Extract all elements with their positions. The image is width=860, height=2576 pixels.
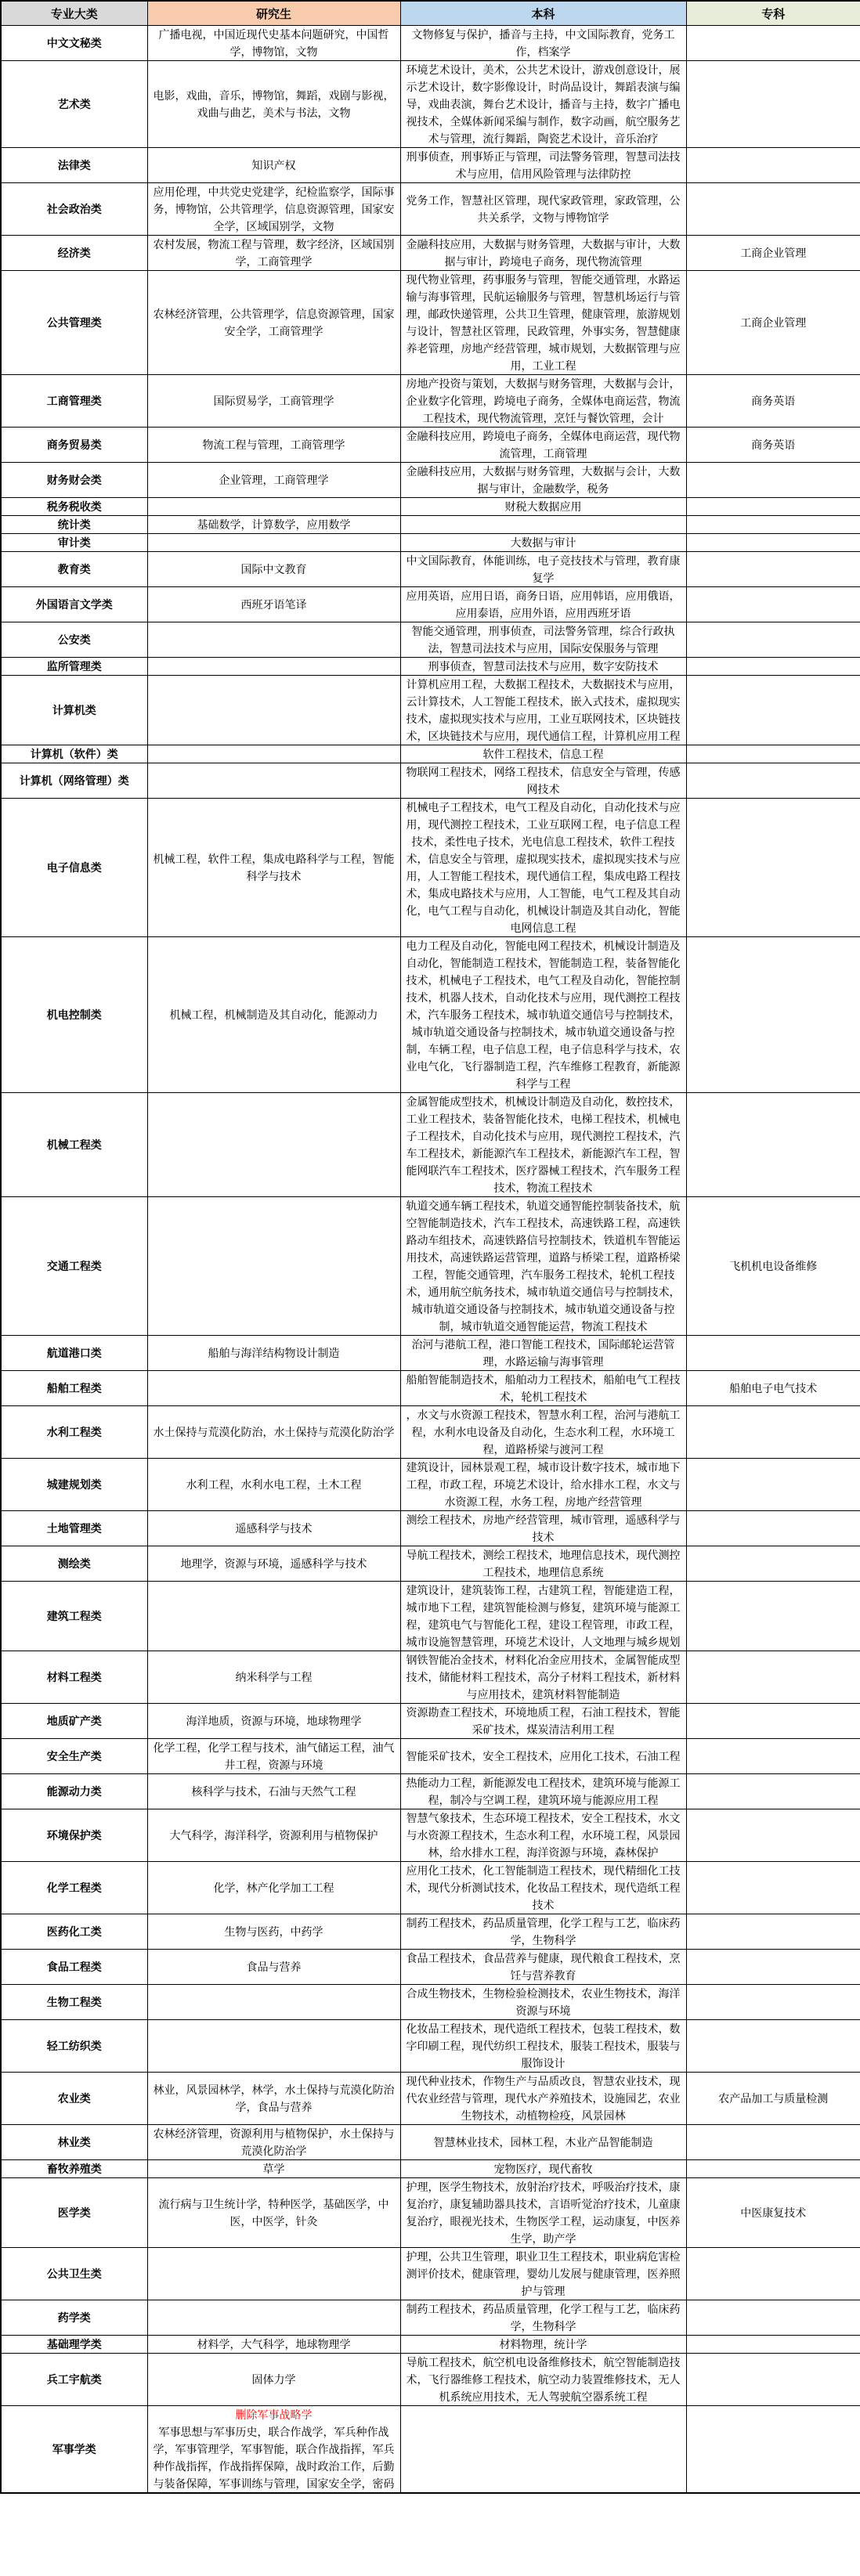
major-category-cell: 机电控制类 [1, 937, 147, 1093]
major-category-cell: 安全生产类 [1, 1739, 147, 1774]
college-cell [686, 1809, 860, 1862]
major-category-cell: 财务财会类 [1, 463, 147, 498]
table-row [1, 622, 860, 658]
table-row [1, 2160, 860, 2178]
undergraduate-cell: 文物修复与保护，播音与主持，中文国际教育，党务工作，档案学 [400, 26, 686, 61]
graduate-cell: 林业，风景园林学，林学，水土保持与荒漠化防治学，食品与营养 [147, 2073, 400, 2125]
major-category-cell: 工商管理类 [1, 375, 147, 428]
college-cell: 工商企业管理 [686, 236, 860, 271]
table-row [1, 1459, 860, 1511]
graduate-cell [147, 1371, 400, 1406]
college-cell [686, 26, 860, 61]
major-category-cell: 航道港口类 [1, 1336, 147, 1371]
major-category-cell: 税务税收类 [1, 498, 147, 516]
table-row [1, 428, 860, 463]
graduate-cell [147, 622, 400, 658]
undergraduate-cell: 党务工作，智慧社区管理，现代家政管理，家政管理，公共关系学，文物与博物馆学 [400, 183, 686, 236]
undergraduate-cell: 智慧林业技术，园林工程，木业产品智能制造 [400, 2125, 686, 2160]
undergraduate-cell: 现代物业管理，药事服务与管理，智能交通管理，水路运输与海事管理，民航运输服务与管理，智慧机场运行与管理，邮政快递管理，公共卫生管理，健康管理，旅游规划与设计，智慧社区管理，民政管理，外事实务，智慧健康养老管理，房地产经营管理，城市规划，大数据管理与应用，工业工程 [400, 271, 686, 375]
table-row [1, 763, 860, 799]
major-category-cell: 能源动力类 [1, 1774, 147, 1809]
college-cell [686, 2248, 860, 2300]
table-row [1, 463, 860, 498]
graduate-cell [147, 763, 400, 799]
undergraduate-cell: 应用英语，应用日语，商务日语，应用韩语，应用俄语，应用泰语，应用外语，应用西班牙语 [400, 587, 686, 622]
undergraduate-cell: 船舶智能制造技术，船舶动力工程技术，船舶电气工程技术，轮机工程技术 [400, 1371, 686, 1406]
graduate-cell: 国际贸易学，工商管理学 [147, 375, 400, 428]
major-category-cell: 教育类 [1, 552, 147, 587]
undergraduate-cell: 制药工程技术，药品质量管理，化学工程与工艺，临床药学，生物科学 [400, 2300, 686, 2336]
major-category-cell: 轻工纺织类 [1, 2020, 147, 2073]
graduate-cell [147, 1197, 400, 1336]
table-row [1, 2020, 860, 2073]
undergraduate-cell: 财税大数据应用 [400, 498, 686, 516]
undergraduate-cell: 测绘工程技术，房地产经营管理，城市管理，遥感科学与技术 [400, 1511, 686, 1546]
table-row [1, 1809, 860, 1862]
college-cell [686, 2300, 860, 2336]
college-cell [686, 1582, 860, 1651]
major-category-cell: 城建规划类 [1, 1459, 147, 1511]
header-undergraduate: 本科 [400, 1, 686, 26]
major-category-cell: 土地管理类 [1, 1511, 147, 1546]
header-graduate: 研究生 [147, 1, 400, 26]
college-cell: 中医康复技术 [686, 2178, 860, 2248]
major-category-cell: 商务贸易类 [1, 428, 147, 463]
graduate-cell [147, 498, 400, 516]
undergraduate-cell: 建筑设计，园林景观工程，城市设计数字技术，城市地下工程，市政工程，环境艺术设计，给水排水工程，水文与水资源工程，水务工程，房地产经营管理 [400, 1459, 686, 1511]
graduate-cell: 材料学，大气科学，地球物理学 [147, 2336, 400, 2354]
major-category-cell: 艺术类 [1, 61, 147, 148]
college-cell [686, 148, 860, 183]
college-cell [686, 534, 860, 552]
major-category-cell: 兵工宇航类 [1, 2354, 147, 2406]
major-category-cell: 农业类 [1, 2073, 147, 2125]
graduate-cell: 固体力学 [147, 2354, 400, 2406]
college-cell [686, 1093, 860, 1197]
undergraduate-cell: 轨道交通车辆工程技术，轨道交通智能控制装备技术，航空智能制造技术，汽车工程技术，高速铁路工程，高速铁路动车组技术，高速铁路信号控制技术，铁道机车智能运用技术，高速铁路运营管理，道路与桥梁工程，道路桥梁工程，智能交通管理，汽车服务工程技术，轮机工程技术，通用航空航务技术，城市轨道交通信号与控制技术，城市轨道交通设备与控制技术，城市轨道交通设备与控制，城市轨道交通智能运营，物流工程技术 [400, 1197, 686, 1336]
table-row [1, 26, 860, 61]
major-category-cell: 电子信息类 [1, 799, 147, 937]
college-cell: 工商企业管理 [686, 271, 860, 375]
table-row [1, 1582, 860, 1651]
table-row [1, 1651, 860, 1704]
table-row [1, 183, 860, 236]
major-category-cell: 测绘类 [1, 1546, 147, 1582]
graduate-cell [147, 534, 400, 552]
undergraduate-cell: 治河与港航工程，港口智能工程技术，国际邮轮运营管理，水路运输与海事管理 [400, 1336, 686, 1371]
major-category-cell: 监所管理类 [1, 658, 147, 676]
undergraduate-cell: 护理，公共卫生管理，职业卫生工程技术，职业病危害检测评价技术，健康管理，婴幼儿发展与健康管理，医养照护与管理 [400, 2248, 686, 2300]
college-cell [686, 2406, 860, 2494]
graduate-cell: 水土保持与荒漠化防治，水土保持与荒漠化防治学 [147, 1406, 400, 1459]
major-category-cell: 化学工程类 [1, 1862, 147, 1914]
undergraduate-cell: 智能交通管理，刑事侦查，司法警务管理，综合行政执法，智慧司法技术与应用，国际安保服务与管理 [400, 622, 686, 658]
table-row [1, 1704, 860, 1739]
graduate-cell [147, 2248, 400, 2300]
table-row [1, 516, 860, 534]
college-cell [686, 2354, 860, 2406]
table-row [1, 1093, 860, 1197]
graduate-cell [147, 1985, 400, 2020]
table-row [1, 236, 860, 271]
graduate-cell: 草学 [147, 2160, 400, 2178]
table-row [1, 534, 860, 552]
major-category-cell: 建筑工程类 [1, 1582, 147, 1651]
undergraduate-cell: ，水文与水资源工程技术，智慧水利工程，治河与港航工程，水利水电设备及自动化，生态水利工程，水环境工程，道路桥梁与渡河工程 [400, 1406, 686, 1459]
undergraduate-cell: 物联网工程技术，网络工程技术，信息安全与管理，传感网技术 [400, 763, 686, 799]
major-category-cell: 法律类 [1, 148, 147, 183]
college-cell [686, 1704, 860, 1739]
college-cell [686, 2160, 860, 2178]
table-row [1, 2354, 860, 2406]
graduate-cell: 农村发展，物流工程与管理，数字经济，区域国别学，工商管理学 [147, 236, 400, 271]
graduate-cell: 物流工程与管理，工商管理学 [147, 428, 400, 463]
table-row [1, 2178, 860, 2248]
undergraduate-cell: 导航工程技术，航空机电设备维修技术，航空智能制造技术，飞行器维修工程技术，航空动力装置维修技术，无人机系统应用技术，无人驾驶航空器系统工程 [400, 2354, 686, 2406]
undergraduate-cell [400, 516, 686, 534]
graduate-cell [147, 2300, 400, 2336]
college-cell [686, 2125, 860, 2160]
major-category-cell: 社会政治类 [1, 183, 147, 236]
major-category-cell: 材料工程类 [1, 1651, 147, 1704]
graduate-cell: 国际中文教育 [147, 552, 400, 587]
table-row [1, 2336, 860, 2354]
graduate-cell [147, 1582, 400, 1651]
college-cell [686, 1862, 860, 1914]
major-category-cell: 医学类 [1, 2178, 147, 2248]
undergraduate-cell: 中文国际教育，体能训练，电子竞技技术与管理，教育康复学 [400, 552, 686, 587]
major-category-cell: 公安类 [1, 622, 147, 658]
graduate-cell: 企业管理，工商管理学 [147, 463, 400, 498]
table-row [1, 658, 860, 676]
major-category-cell: 畜牧养殖类 [1, 2160, 147, 2178]
table-row [1, 745, 860, 763]
header-major: 专业大类 [1, 1, 147, 26]
undergraduate-cell: 现代种业技术，作物生产与品质改良，智慧农业技术，现代农业经营与管理，现代水产养殖技术，设施园艺，农业生物技术，动植物检疫，风景园林 [400, 2073, 686, 2125]
college-cell [686, 1511, 860, 1546]
major-category-cell: 基础理学类 [1, 2336, 147, 2354]
college-cell [686, 1459, 860, 1511]
undergraduate-cell: 制药工程技术，药品质量管理，化学工程与工艺，临床药学，生物科学 [400, 1914, 686, 1950]
major-category-cell: 地质矿产类 [1, 1704, 147, 1739]
college-cell [686, 1774, 860, 1809]
college-cell: 商务英语 [686, 428, 860, 463]
college-cell [686, 183, 860, 236]
college-cell [686, 658, 860, 676]
graduate-cell: 化学，林产化学加工工程 [147, 1862, 400, 1914]
table-row [1, 1336, 860, 1371]
undergraduate-cell: 应用化工技术，化工智能制造工程技术，现代精细化工技术，现代分析测试技术，化妆品工程技术，现代造纸工程技术 [400, 1862, 686, 1914]
graduate-cell: 食品与营养 [147, 1950, 400, 1985]
table-row [1, 552, 860, 587]
major-category-cell: 环境保护类 [1, 1809, 147, 1862]
college-cell [686, 799, 860, 937]
table-row [1, 799, 860, 937]
major-category-cell: 机械工程类 [1, 1093, 147, 1197]
undergraduate-cell: 金融科技应用，跨境电子商务，全媒体电商运营，现代物流管理，工商管理 [400, 428, 686, 463]
graduate-cell: 农林经济管理，资源利用与植物保护，水土保持与荒漠化防治学 [147, 2125, 400, 2160]
major-category-cell: 计算机（网络管理）类 [1, 763, 147, 799]
college-cell [686, 516, 860, 534]
college-cell [686, 1985, 860, 2020]
major-category-cell: 审计类 [1, 534, 147, 552]
major-category-cell: 林业类 [1, 2125, 147, 2160]
graduate-cell [147, 745, 400, 763]
major-category-cell: 计算机类 [1, 676, 147, 745]
graduate-cell: 广播电视，中国近现代史基本问题研究，中国哲学，博物馆，文物 [147, 26, 400, 61]
undergraduate-cell: 热能动力工程，新能源发电工程技术，建筑环境与能源工程，制冷与空调工程，建筑环境与能源应用工程 [400, 1774, 686, 1809]
table-row [1, 587, 860, 622]
table-row [1, 498, 860, 516]
major-category-cell: 公共卫生类 [1, 2248, 147, 2300]
college-cell [686, 1739, 860, 1774]
major-category-cell: 军事学类 [1, 2406, 147, 2494]
graduate-cell: 流行病与卫生统计学，特种医学，基础医学，中医，中医学，针灸 [147, 2178, 400, 2248]
table-row [1, 1371, 860, 1406]
undergraduate-cell: 导航工程技术，测绘工程技术，地理信息技术，现代测控工程技术，地理信息系统 [400, 1546, 686, 1582]
table-row [1, 1739, 860, 1774]
graduate-cell: 电影，戏曲，音乐，博物馆，舞蹈，戏剧与影视，戏曲与曲艺，美术与书法，文物 [147, 61, 400, 148]
undergraduate-cell [400, 2406, 686, 2494]
graduate-cell: 核科学与技术，石油与天然气工程 [147, 1774, 400, 1809]
major-category-cell: 公共管理类 [1, 271, 147, 375]
graduate-cell: 机械工程，机械制造及其自动化，能源动力 [147, 937, 400, 1093]
undergraduate-cell: 护理，医学生物技术，放射治疗技术，呼吸治疗技术，康复治疗，康复辅助器具技术，言语听觉治疗技术，儿童康复治疗，眼视光技术，生物医学工程，运动康复，中医养生学，助产学 [400, 2178, 686, 2248]
college-cell [686, 937, 860, 1093]
graduate-cell [147, 2020, 400, 2073]
undergraduate-cell: 钢铁智能冶金技术，材料化冶金应用技术，金属智能成型技术，储能材料工程技术，高分子材料工程技术，新材料与应用技术，建筑材料智能制造 [400, 1651, 686, 1704]
college-cell [686, 1651, 860, 1704]
graduate-cell: 水利工程，水利水电工程，土木工程 [147, 1459, 400, 1511]
major-category-cell: 经济类 [1, 236, 147, 271]
graduate-cell [147, 658, 400, 676]
college-cell: 飞机机电设备维修 [686, 1197, 860, 1336]
table-row [1, 1862, 860, 1914]
deleted-item-note: 删除军事战略学 [235, 2408, 313, 2421]
major-category-cell: 计算机（软件）类 [1, 745, 147, 763]
college-cell [686, 1546, 860, 1582]
undergraduate-cell: 金属智能成型技术，机械设计制造及自动化，数控技术，工业工程技术，装备智能化技术，电梯工程技术，机械电子工程技术，自动化技术与应用，现代测控工程技术，汽车工程技术，新能源汽车工程技术，新能源汽车工程，智能网联汽车工程技术，医疗器械工程技术，汽车服务工程技术，物流工程技术 [400, 1093, 686, 1197]
table-row [1, 1546, 860, 1582]
graduate-cell: 大气科学，海洋科学，资源利用与植物保护 [147, 1809, 400, 1862]
undergraduate-cell: 环境艺术设计，美术，公共艺术设计，游戏创意设计，展示艺术设计，数字影像设计，时尚品设计，舞蹈表演与编导，戏曲表演，舞台艺术设计，播音与主持，数字广播电视技术，全媒体新闻采编与制作，数字动画，航空服务艺术与管理，流行舞蹈，陶瓷艺术设计，音乐治疗 [400, 61, 686, 148]
graduate-cell [147, 1093, 400, 1197]
undergraduate-cell: 金融科技应用，大数据与财务管理，大数据与会计，大数据与审计，金融数学，税务 [400, 463, 686, 498]
college-cell [686, 1950, 860, 1985]
major-category-cell: 生物工程类 [1, 1985, 147, 2020]
undergraduate-cell: 建筑设计，建筑装饰工程，古建筑工程，智能建造工程，城市地下工程，建筑智能检测与修复，建筑环境与能源工程，建筑电气与智能化工程，建设工程管理，市政工程，城市设施智慧管理，环境艺术设计，人文地理与城乡规划 [400, 1582, 686, 1651]
major-category-cell: 船舶工程类 [1, 1371, 147, 1406]
table-row [1, 2300, 860, 2336]
major-category-cell: 统计类 [1, 516, 147, 534]
college-cell [686, 1914, 860, 1950]
header-college: 专科 [686, 1, 860, 26]
college-cell [686, 2020, 860, 2073]
college-cell [686, 587, 860, 622]
undergraduate-cell: 软件工程技术，信息工程 [400, 745, 686, 763]
undergraduate-cell: 化妆品工程技术，现代造纸工程技术，包装工程技术，数字印刷工程，现代纺织工程技术，服装工程技术，服装与服饰设计 [400, 2020, 686, 2073]
undergraduate-cell: 刑事侦查，刑事矫正与管理，司法警务管理，智慧司法技术与应用，信用风险管理与法律防控 [400, 148, 686, 183]
table-row [1, 148, 860, 183]
graduate-cell: 纳米科学与工程 [147, 1651, 400, 1704]
table-row [1, 676, 860, 745]
table-row [1, 61, 860, 148]
table-row [1, 1197, 860, 1336]
graduate-cell: 遥感科学与技术 [147, 1511, 400, 1546]
graduate-cell: 海洋地质，资源与环境，地球物理学 [147, 1704, 400, 1739]
undergraduate-cell: 机械电子工程技术，电气工程及自动化，自动化技术与应用，现代测控工程技术，工业互联网工程，电子信息工程技术，柔性电子技术，光电信息工程技术，软件工程技术，信息安全与管理，虚拟现实技术，虚拟现实技术与应用，人工智能工程技术，现代通信工程，集成电路工程技术，集成电路技术与应用，人工智能，电气工程及其自动化，电气工程与自动化，机械设计制造及其自动化，智能电网信息工程 [400, 799, 686, 937]
table-row [1, 2073, 860, 2125]
graduate-cell: 机械工程，软件工程，集成电路科学与工程，智能科学与技术 [147, 799, 400, 937]
college-cell [686, 745, 860, 763]
undergraduate-cell: 智能采矿技术，安全工程技术，应用化工技术，石油工程 [400, 1739, 686, 1774]
undergraduate-cell: 计算机应用工程，大数据工程技术，大数据技术与应用，云计算技术，人工智能工程技术，嵌入式技术，虚拟现实技术，虚拟现实技术与应用，工业互联网技术，区块链技术，区块链技术与应用，现代通信工程，计算机应用工程 [400, 676, 686, 745]
table-row [1, 271, 860, 375]
table-row [1, 1511, 860, 1546]
undergraduate-cell: 金融科技应用，大数据与财务管理，大数据与审计，大数据与审计，跨境电子商务，现代物流管理 [400, 236, 686, 271]
college-cell [686, 463, 860, 498]
major-category-cell: 水利工程类 [1, 1406, 147, 1459]
table-row [1, 1950, 860, 1985]
table-row [1, 1914, 860, 1950]
college-cell [686, 61, 860, 148]
college-cell [686, 1406, 860, 1459]
undergraduate-cell: 大数据与审计 [400, 534, 686, 552]
college-cell [686, 763, 860, 799]
college-cell [686, 622, 860, 658]
graduate-cell [147, 676, 400, 745]
undergraduate-cell: 资源勘查工程技术，环境地质工程，石油工程技术，智能采矿技术，煤炭清洁利用工程 [400, 1704, 686, 1739]
college-cell [686, 1336, 860, 1371]
college-cell [686, 498, 860, 516]
undergraduate-cell: 房地产投资与策划，大数据与财务管理，大数据与会计，企业数字化管理，跨境电子商务，全媒体电商运营，物流工程技术，现代物流管理，烹饪与餐饮管理，会计 [400, 375, 686, 428]
undergraduate-cell: 食品工程技术，食品营养与健康，现代粮食工程技术，烹饪与营养教育 [400, 1950, 686, 1985]
graduate-cell: 地理学，资源与环境，遥感科学与技术 [147, 1546, 400, 1582]
college-cell [686, 2336, 860, 2354]
graduate-text: 军事思想与军事历史，联合作战学，军兵种作战学，军事管理学，军事智能，联合作战指挥，军兵种作战指挥，作战指挥保障，战时政治工作，后勤与装备保障，军事训练与管理，国家安全学，密码 [153, 2426, 395, 2490]
table-row [1, 1774, 860, 1809]
major-category-cell: 中文文秘类 [1, 26, 147, 61]
college-cell [686, 552, 860, 587]
graduate-cell: 西班牙语笔译 [147, 587, 400, 622]
graduate-cell: 应用伦理，中共党史党建学，纪检监察学，国际事务，博物馆，公共管理学，信息资源管理，国家安全学，区域国别学，文物 [147, 183, 400, 236]
table-row [1, 2406, 860, 2494]
undergraduate-cell: 智慧气象技术，生态环境工程技术，安全工程技术，水文与水资源工程技术，生态水利工程，水环境工程，风景园林，给水排水工程，海洋资源与环境，森林保护 [400, 1809, 686, 1862]
table-row [1, 375, 860, 428]
college-cell: 商务英语 [686, 375, 860, 428]
graduate-cell [147, 2406, 400, 2494]
table-row [1, 1406, 860, 1459]
undergraduate-cell: 材料物理，统计学 [400, 2336, 686, 2354]
table-row [1, 937, 860, 1093]
header-row [1, 1, 860, 26]
undergraduate-cell: 宠物医疗，现代畜牧 [400, 2160, 686, 2178]
table-row [1, 2125, 860, 2160]
undergraduate-cell: 合成生物技术，生物检验检测技术，农业生物技术，海洋资源与环境 [400, 1985, 686, 2020]
undergraduate-cell: 刑事侦查，智慧司法技术与应用，数字安防技术 [400, 658, 686, 676]
major-category-cell: 药学类 [1, 2300, 147, 2336]
graduate-cell: 农林经济管理，公共管理学，信息资源管理，国家安全学，工商管理学 [147, 271, 400, 375]
graduate-cell: 基础数学，计算数学，应用数学 [147, 516, 400, 534]
college-cell [686, 676, 860, 745]
major-category-cell: 医药化工类 [1, 1914, 147, 1950]
graduate-cell: 生物与医药，中药学 [147, 1914, 400, 1950]
major-category-cell: 交通工程类 [1, 1197, 147, 1336]
major-category-cell: 外国语言文学类 [1, 587, 147, 622]
table-row [1, 2248, 860, 2300]
college-cell: 船舶电子电气技术 [686, 1371, 860, 1406]
graduate-cell: 知识产权 [147, 148, 400, 183]
table-row [1, 1985, 860, 2020]
graduate-cell: 化学工程，化学工程与技术，油气储运工程，油气井工程，资源与环境 [147, 1739, 400, 1774]
graduate-cell: 船舶与海洋结构物设计制造 [147, 1336, 400, 1371]
major-category-cell: 食品工程类 [1, 1950, 147, 1985]
table-body [1, 26, 860, 2494]
undergraduate-cell: 电力工程及自动化，智能电网工程技术，机械设计制造及自动化，智能制造工程技术，智能制造工程，装备智能化技术，机械电子工程技术，电气工程及自动化，智能控制技术，机器人技术，自动化技术与应用，现代测控工程技术，汽车服务工程技术，城市轨道交通信号与控制技术，城市轨道交通设备与控制技术，城市轨道交通设备与控制，车辆工程，电子信息工程，电子信息科学与技术，农业电气化，飞行器制造工程，汽车维修工程教育，新能源科学与工程 [400, 937, 686, 1093]
college-cell: 农产品加工与质量检测 [686, 2073, 860, 2125]
